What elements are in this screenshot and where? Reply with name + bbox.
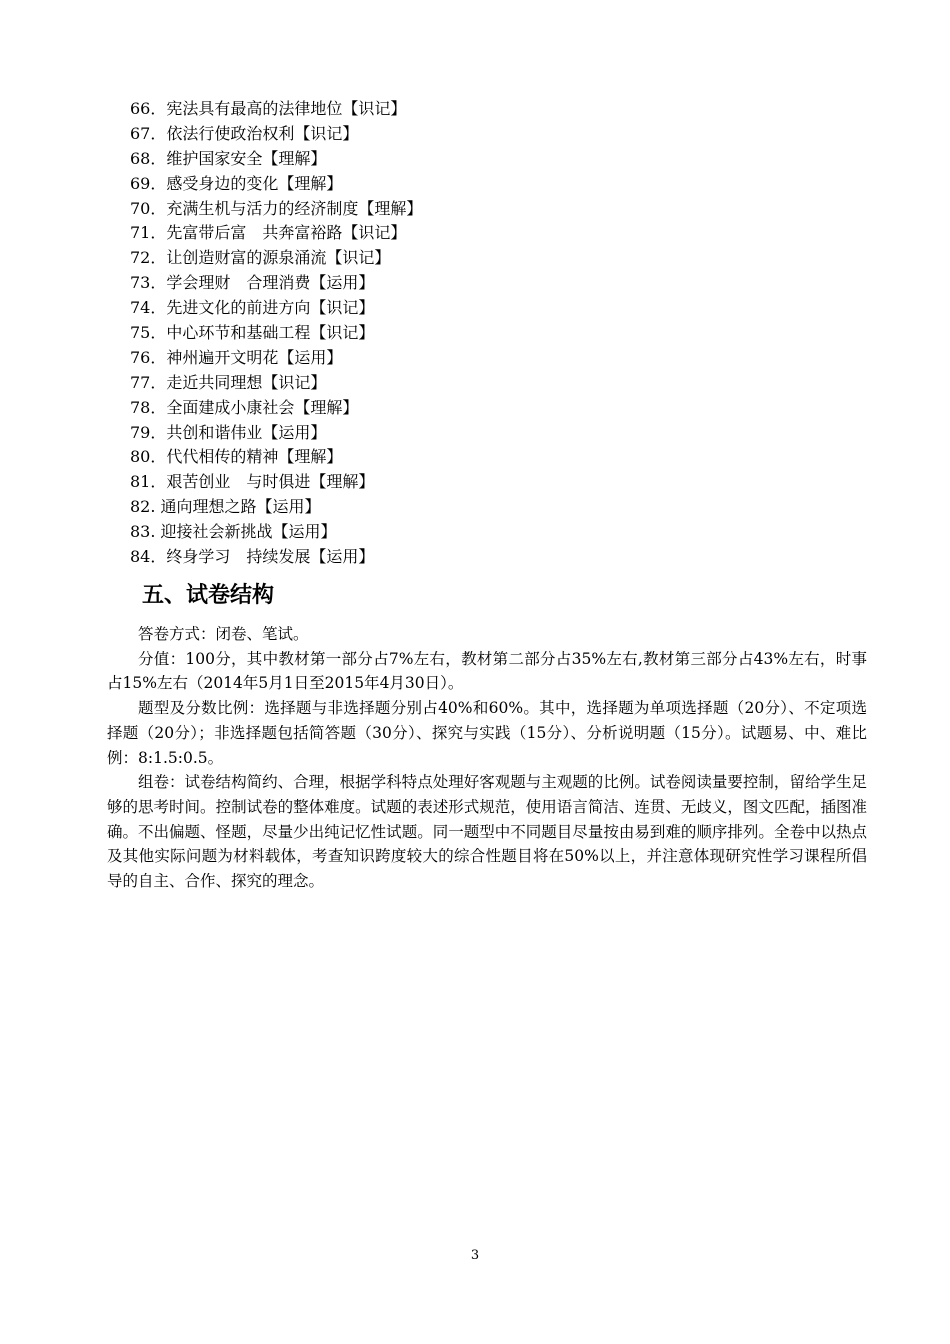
list-item: 73．学会理财 合理消费【运用】 (130, 273, 375, 293)
paragraph-composition: 组卷：试卷结构简约、合理，根据学科特点处理好客观题与主观题的比例。试卷阅读量要控制，留给学生足够的思考时间。控制试卷的整体难度。试题的表述形式规范，使用语言简洁、连贯、无歧义，图文匹配，插图准确。不出偏题、怪题，尽量少出纯记忆性试题。同一题型中不同题目尽量按由易到难的顺序排列。全卷中以热点及其他实际问题为材料载体，考查知识跨度较大的综合性题目将在50%以上，并注意体现研究性学习课程所倡导的自主、合作、探究的理念。 (107, 773, 867, 891)
list-item: 67．依法行使政治权利【识记】 (130, 123, 359, 143)
list-item: 77．走近共同理想【识记】 (130, 372, 327, 392)
paragraph-answer-mode: 答卷方式：闭卷、笔试。 (138, 625, 309, 643)
section-heading: 五、试卷结构 (142, 583, 275, 608)
paragraph-question-types: 题型及分数比例：选择题与非选择题分别占40%和60%。其中，选择题为单项选择题（20分）、不定项选择题（20分）；非选择题包括简答题（30分）、探究与实践（15分）、分析说明题（15分）。试题易、中、难比例：8:1.5:0.5。 (107, 699, 867, 767)
list-item: 74．先进文化的前进方向【识记】 (130, 298, 375, 318)
list-item: 68．维护国家安全【理解】 (130, 148, 327, 168)
list-item: 72．让创造财富的源泉涌流【识记】 (130, 248, 391, 268)
list-item: 78．全面建成小康社会【理解】 (130, 397, 359, 417)
topic-list (130, 97, 830, 570)
list-item: 80．代代相传的精神【理解】 (130, 447, 343, 467)
section-body (107, 622, 867, 894)
list-item: 70．充满生机与活力的经济制度【理解】 (130, 198, 423, 218)
list-item: 69．感受身边的变化【理解】 (130, 173, 343, 193)
list-item: 71．先富带后富 共奔富裕路【识记】 (130, 223, 407, 243)
list-item: 83. 迎接社会新挑战【运用】 (130, 522, 337, 542)
page-number: 3 (470, 1248, 480, 1263)
list-item: 79．共创和谐伟业【运用】 (130, 422, 327, 442)
list-item: 81．艰苦创业 与时俱进【理解】 (130, 472, 375, 492)
list-item: 84．终身学习 持续发展【运用】 (130, 547, 375, 567)
list-item: 82. 通向理想之路【运用】 (130, 497, 321, 517)
list-item: 76．神州遍开文明花【运用】 (130, 347, 343, 367)
paragraph-score: 分值：100分，其中教材第一部分占7%左右，教材第二部分占35%左右,教材第三部分占43%左右，时事占15%左右（2014年5月1日至2015年4月30日）。 (107, 649, 867, 693)
list-item: 66．宪法具有最高的法律地位【识记】 (130, 99, 407, 118)
list-item: 75．中心环节和基础工程【识记】 (130, 323, 375, 343)
